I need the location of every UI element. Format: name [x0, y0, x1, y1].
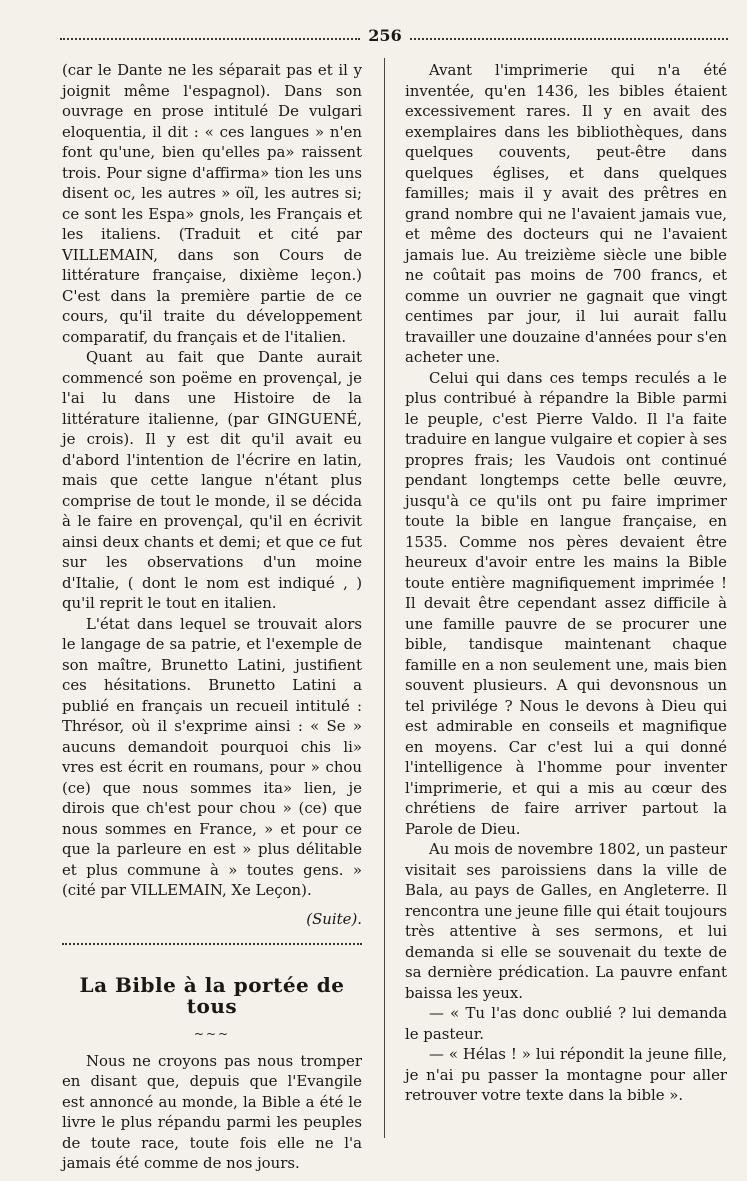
header-rule-left: [60, 38, 360, 40]
left-column: [62, 60, 362, 1174]
section-rule: [62, 943, 362, 945]
suite-signature: (Suite).: [306, 909, 362, 928]
right-column: [405, 60, 727, 1106]
right-paragraph: — « Tu l'as donc oublié ? lui demanda le pasteur.: [405, 1004, 727, 1043]
right-paragraph: Celui qui dans ces temps reculés a le plus contribué à répandre la Bible parmi le peuple, c'est Pierre Valdo. Il l'a faite traduire en langue vulgaire et copier à ses propres frais; les Vaudois ont continué pendant longtemps cette belle œuvre, jusqu'à ce qu'ils ont pu faire imprimer toute la bible en langue française, en 1535. Comme nos pères devaient être heureux d'avoir entre les mains la Bible toute entière magnifiquement imprimée ! Il devait être cependant assez difficile à une famille pauvre de se procurer une bible, tandisque maintenant chaque famille en a non seulement une, mais bien souvent plusieurs. A qui devonsnous un tel privilége ? Nous le devons à Dieu qui est admirable en conseils et magnifique en moyens. Car c'est lui a qui donné l'intelligence à l'homme pour inventer l'imprimerie, et qui a mis au cœur des chrétiens de faire arriver partout la Parole de Dieu.: [405, 368, 727, 838]
left-paragraph: Nous ne croyons pas nous tromper en disant que, depuis que l'Evangile est annoncé au monde, la Bible a été le livre le plus répandu parmi les peuples de toute race, toute fois elle ne l'a jamais été comme de nos jours.: [62, 1051, 362, 1172]
page-header: [60, 26, 728, 46]
header-rule-right: [410, 38, 728, 40]
left-paragraph: Quant au fait que Dante aurait commencé son poëme en provençal, je l'ai lu dans une Histoire de la littérature italienne, (par GINGUENÉ, je crois). Il y est dit qu'il avait eu d'abord l'intention de l'écrire en latin, mais que cette langue n'étant plus comprise de tout le monde, il se décida à le faire en provençal, qu'il en écrivit ainsi deux chants et demi; et que ce fut sur les observations d'un moine d'Italie, ( dont le nom est indiqué , ) qu'il reprit le tout en italien.: [62, 348, 362, 612]
left-paragraph: L'état dans lequel se trouvait alors le langage de sa patrie, et l'exemple de son maître, Brunetto Latini, justifient ces hésitations. Brunetto Latini a publié en français un recueil intitulé : Thrésor, où il s'exprime ainsi : « Se » aucuns demandoit pourquoi chis li» vres est écrit en roumans, pour » chou (ce) que nous sommes ita» lien, je dirois que ch'est pour chou » (ce) que nous sommes en France, » et pour ce que la parleure en est » plus délitable et plus commune à » toutes gens. » (cité par VILLEMAIN, Xe Leçon).: [62, 614, 362, 899]
left-paragraph: (car le Dante ne les séparait pas et il y joignit même l'espagnol). Dans son ouvrage en prose intitulé De vulgari eloquentia, il dit : « ces langues » n'en font qu'une, bien qu'elles pa» raissent trois. Pour signe d'affirma» tion les uns disent oc, les autres » oïl, les autres si; ce sont les Espa» gnols, les Français et les italiens. (Traduit et cité par VILLEMAIN, dans son Cours de littérature française, dixième leçon.) C'est dans la première partie de ce cours, qu'il traite du développement comparatif, du français et de l'italien.: [62, 61, 362, 346]
right-paragraph: Avant l'imprimerie qui n'a été inventée, qu'en 1436, les bibles étaient excessivement rares. Il y en avait des exemplaires dans les bibliothèques, dans quelques couvents, peut-être dans quelques églises, et dans quelques familles; mais il y avait des prêtres en grand nombre qui ne l'avaient jamais vue, et même des docteurs qui ne l'avaient jamais lue. Au treizième siècle une bible ne coûtait pas moins de 700 francs, et comme un ouvrier ne gagnait que vingt centimes par jour, il lui aurait fallu travailler une douzaine d'années pour s'en acheter une.: [405, 61, 727, 366]
article-title: La Bible à la portée de tous: [79, 973, 345, 1018]
right-paragraph: Au mois de novembre 1802, un pasteur visitait ses paroissiens dans la ville de Bala, au pays de Galles, en Angleterre. Il rencontra une jeune fille qui était toujours très attentive à ses sermons, et lui demanda si elle se souvenait du texte de sa dernière prédication. La pauvre enfant baissa les yeux.: [405, 840, 727, 1002]
title-ornament: ~~~: [193, 1027, 231, 1041]
column-divider: [384, 58, 385, 1138]
right-paragraph: — « Hélas ! » lui répondit la jeune fille, je n'ai pu passer la montagne pour aller retrouver votre texte dans la bible ».: [405, 1045, 727, 1104]
page-number: 256: [368, 26, 402, 45]
